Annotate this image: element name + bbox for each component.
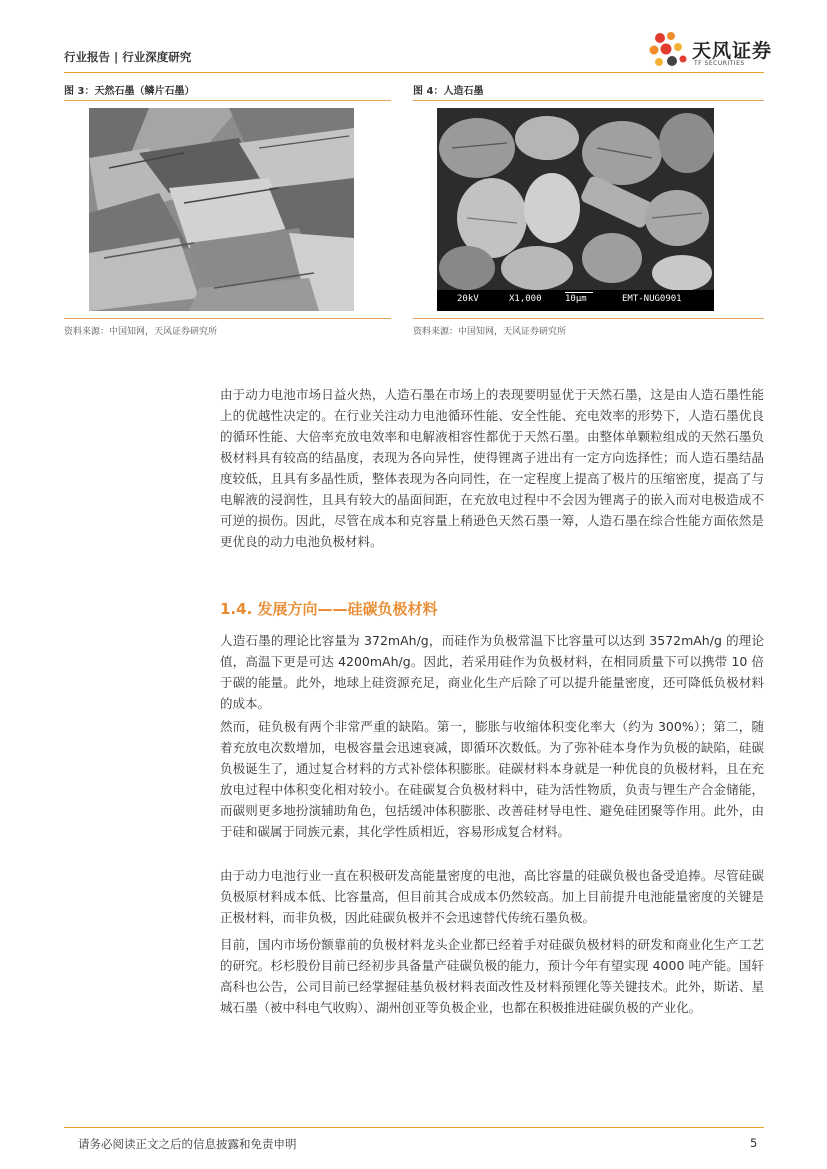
footer-disclaimer: 请务必阅读正文之后的信息披露和免责申明 xyxy=(78,1137,297,1151)
logo-subtitle: TF SECURITIES xyxy=(694,60,745,67)
figure-4-caption-rule xyxy=(413,100,764,101)
sem-scale-bar xyxy=(565,292,593,293)
paragraph-industry-outlook: 由于动力电池行业一直在积极研发高能量密度的电池，高比容量的硅碳负极也备受追捧。尽管硅碳负极原材料成本低、比容量高，但目前其合成成本仍然较高。加上目前提升电池能量密度的关键是正极材料，而非负极，因此硅碳负极并不会迅速替代传统石墨负极。 xyxy=(220,868,764,925)
paragraph-domestic-companies: 目前，国内市场份额靠前的负极材料龙头企业都已经着手对硅碳负极材料的研发和商业化生产工艺的研究。杉杉股份目前已经初步具备量产硅碳负极的能力，预计今年有望实现 4000 吨产能。国轩高科也公告，公司目前已经掌握硅基负极材料表面改性及材料预锂化等关键技术。此外，斯诺、星城石墨（被中科电气收购）、湖州创亚等负极企业，也都在积极推进硅碳负极的产业化。 xyxy=(220,937,764,1015)
sem-label: EMT-NUG0901 xyxy=(622,294,682,304)
figure-3-natural-graphite-image xyxy=(89,108,354,311)
figure-3-caption-rule xyxy=(64,100,391,101)
logo-mark-icon xyxy=(648,30,690,72)
figure-4-source: 资料来源：中国知网，天风证券研究所 xyxy=(413,327,567,337)
report-category: 行业报告 | 行业深度研究 xyxy=(64,50,192,64)
figure-4-source-rule xyxy=(413,318,764,319)
page-number: 5 xyxy=(750,1136,758,1150)
paragraph-silicon-defects: 然而，硅负极有两个非常严重的缺陷。第一，膨胀与收缩体积变化率大（约为 300%）；第二，随着充放电次数增加，电极容量会迅速衰减，即循环次数低。为了弥补硅本身作为负极的缺陷，硅碳负极诞生了，通过复合材料的方式补偿体积膨胀。硅碳材料本身就是一种优良的负极材料，且在充放电过程中体积变化相对较小。在硅碳复合负极材料中，硅为活性物质，负责与锂生产合金储能，而碳则更多地扮演辅助角色，包括缓冲体积膨胀、改善硅材导电性、避免硅团聚等作用。此外，由于硅和碳属于同族元素，其化学性质相近，容易形成复合材料。 xyxy=(220,719,764,839)
sem-voltage: 20kV xyxy=(457,294,479,304)
header-rule xyxy=(64,72,764,73)
sem-magnification: X1,000 xyxy=(509,294,542,304)
sem-scale: 10μm xyxy=(565,294,587,304)
figure-4-caption: 图 4：人造石墨 xyxy=(413,86,484,97)
figure-3-caption: 图 3：天然石墨（鳞片石墨） xyxy=(64,86,195,97)
logo-name: 天风证券 xyxy=(692,40,773,62)
paragraph-silicon-capacity: 人造石墨的理论比容量为 372mAh/g，而硅作为负极常温下比容量可以达到 3572mAh/g 的理论值，高温下更是可达 4200mAh/g。因此，若采用硅作为负极材料，在相同质量下可以携带 10 倍于碳的能量。此外，地球上硅资源充足，商业化生产后除了可以提升能量密度，还可降低负极材料的成本。 xyxy=(220,633,764,711)
figure-3-source-rule xyxy=(64,318,391,319)
figure-3-source: 资料来源：中国知网，天风证券研究所 xyxy=(64,327,218,337)
footer-rule xyxy=(64,1127,764,1128)
paragraph-artificial-vs-natural: 由于动力电池市场日益火热，人造石墨在市场上的表现要明显优于天然石墨，这是由人造石墨性能上的优越性决定的。在行业关注动力电池循环性能、安全性能、充电效率的形势下，人造石墨优良的循环性能、大倍率充放电效率和电解液相容性都优于天然石墨。由整体单颗粒组成的天然石墨负极材料具有较高的结晶度，表现为各向异性，使得锂离子进出有一定方向选择性；而人造石墨结晶度较低，且具有多晶性质，整体表现为各向同性，在一定程度上提高了极片的压缩密度，提高了与电解液的浸润性，且具有较大的晶面间距，在充放电过程中不会因为锂离子的嵌入而对电极造成不可逆的损伤。因此，尽管在成本和克容量上稍逊色天然石墨一筹，人造石墨在综合性能方面依然是更优良的动力电池负极材料。 xyxy=(220,387,764,549)
tf-securities-logo xyxy=(648,30,773,70)
section-heading: 1.4. 发展方向——硅碳负极材料 xyxy=(220,600,438,618)
figure-4-artificial-graphite-sem-image xyxy=(437,108,714,311)
